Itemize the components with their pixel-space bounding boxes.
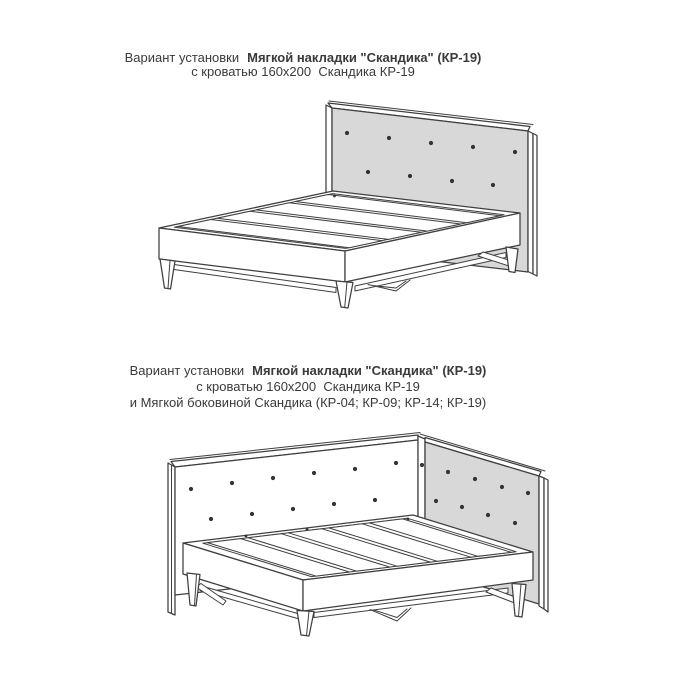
bed-2-illustration: [168, 433, 548, 637]
bed2-corner-edge-strip: [418, 436, 425, 524]
figure2-title-regular: Вариант установки: [129, 363, 245, 378]
figure2-title-bold: Мягкой накладки "Скандика" (КР-19): [252, 363, 487, 378]
figure2-subtitle2: и Мягкой боковиной Скандика (КР-04; КР-09; КР-14; КР-19): [129, 395, 487, 410]
bed1-screw-dot: [333, 195, 336, 198]
bed2-headboard-right-edge-inner: [539, 476, 544, 609]
bed1-headboard-right-edge-inner: [528, 131, 533, 274]
figure1-title-bold: Мягкой накладки "Скандика" (КР-19): [247, 50, 482, 65]
figure1-subtitle: с кроватью 160x200 Скандика КР-19: [191, 63, 415, 79]
figure1-title-regular: Вариант установки: [124, 50, 240, 65]
figure2-subtitle: с кроватью 160x200 Скандика КР-19: [196, 379, 420, 394]
bed-1-illustration: [159, 101, 537, 308]
bed2-headboard-right-edge-outer: [544, 478, 548, 612]
bed1-headboard-right-edge-outer: [533, 134, 537, 277]
bed1-frame: [159, 191, 520, 308]
